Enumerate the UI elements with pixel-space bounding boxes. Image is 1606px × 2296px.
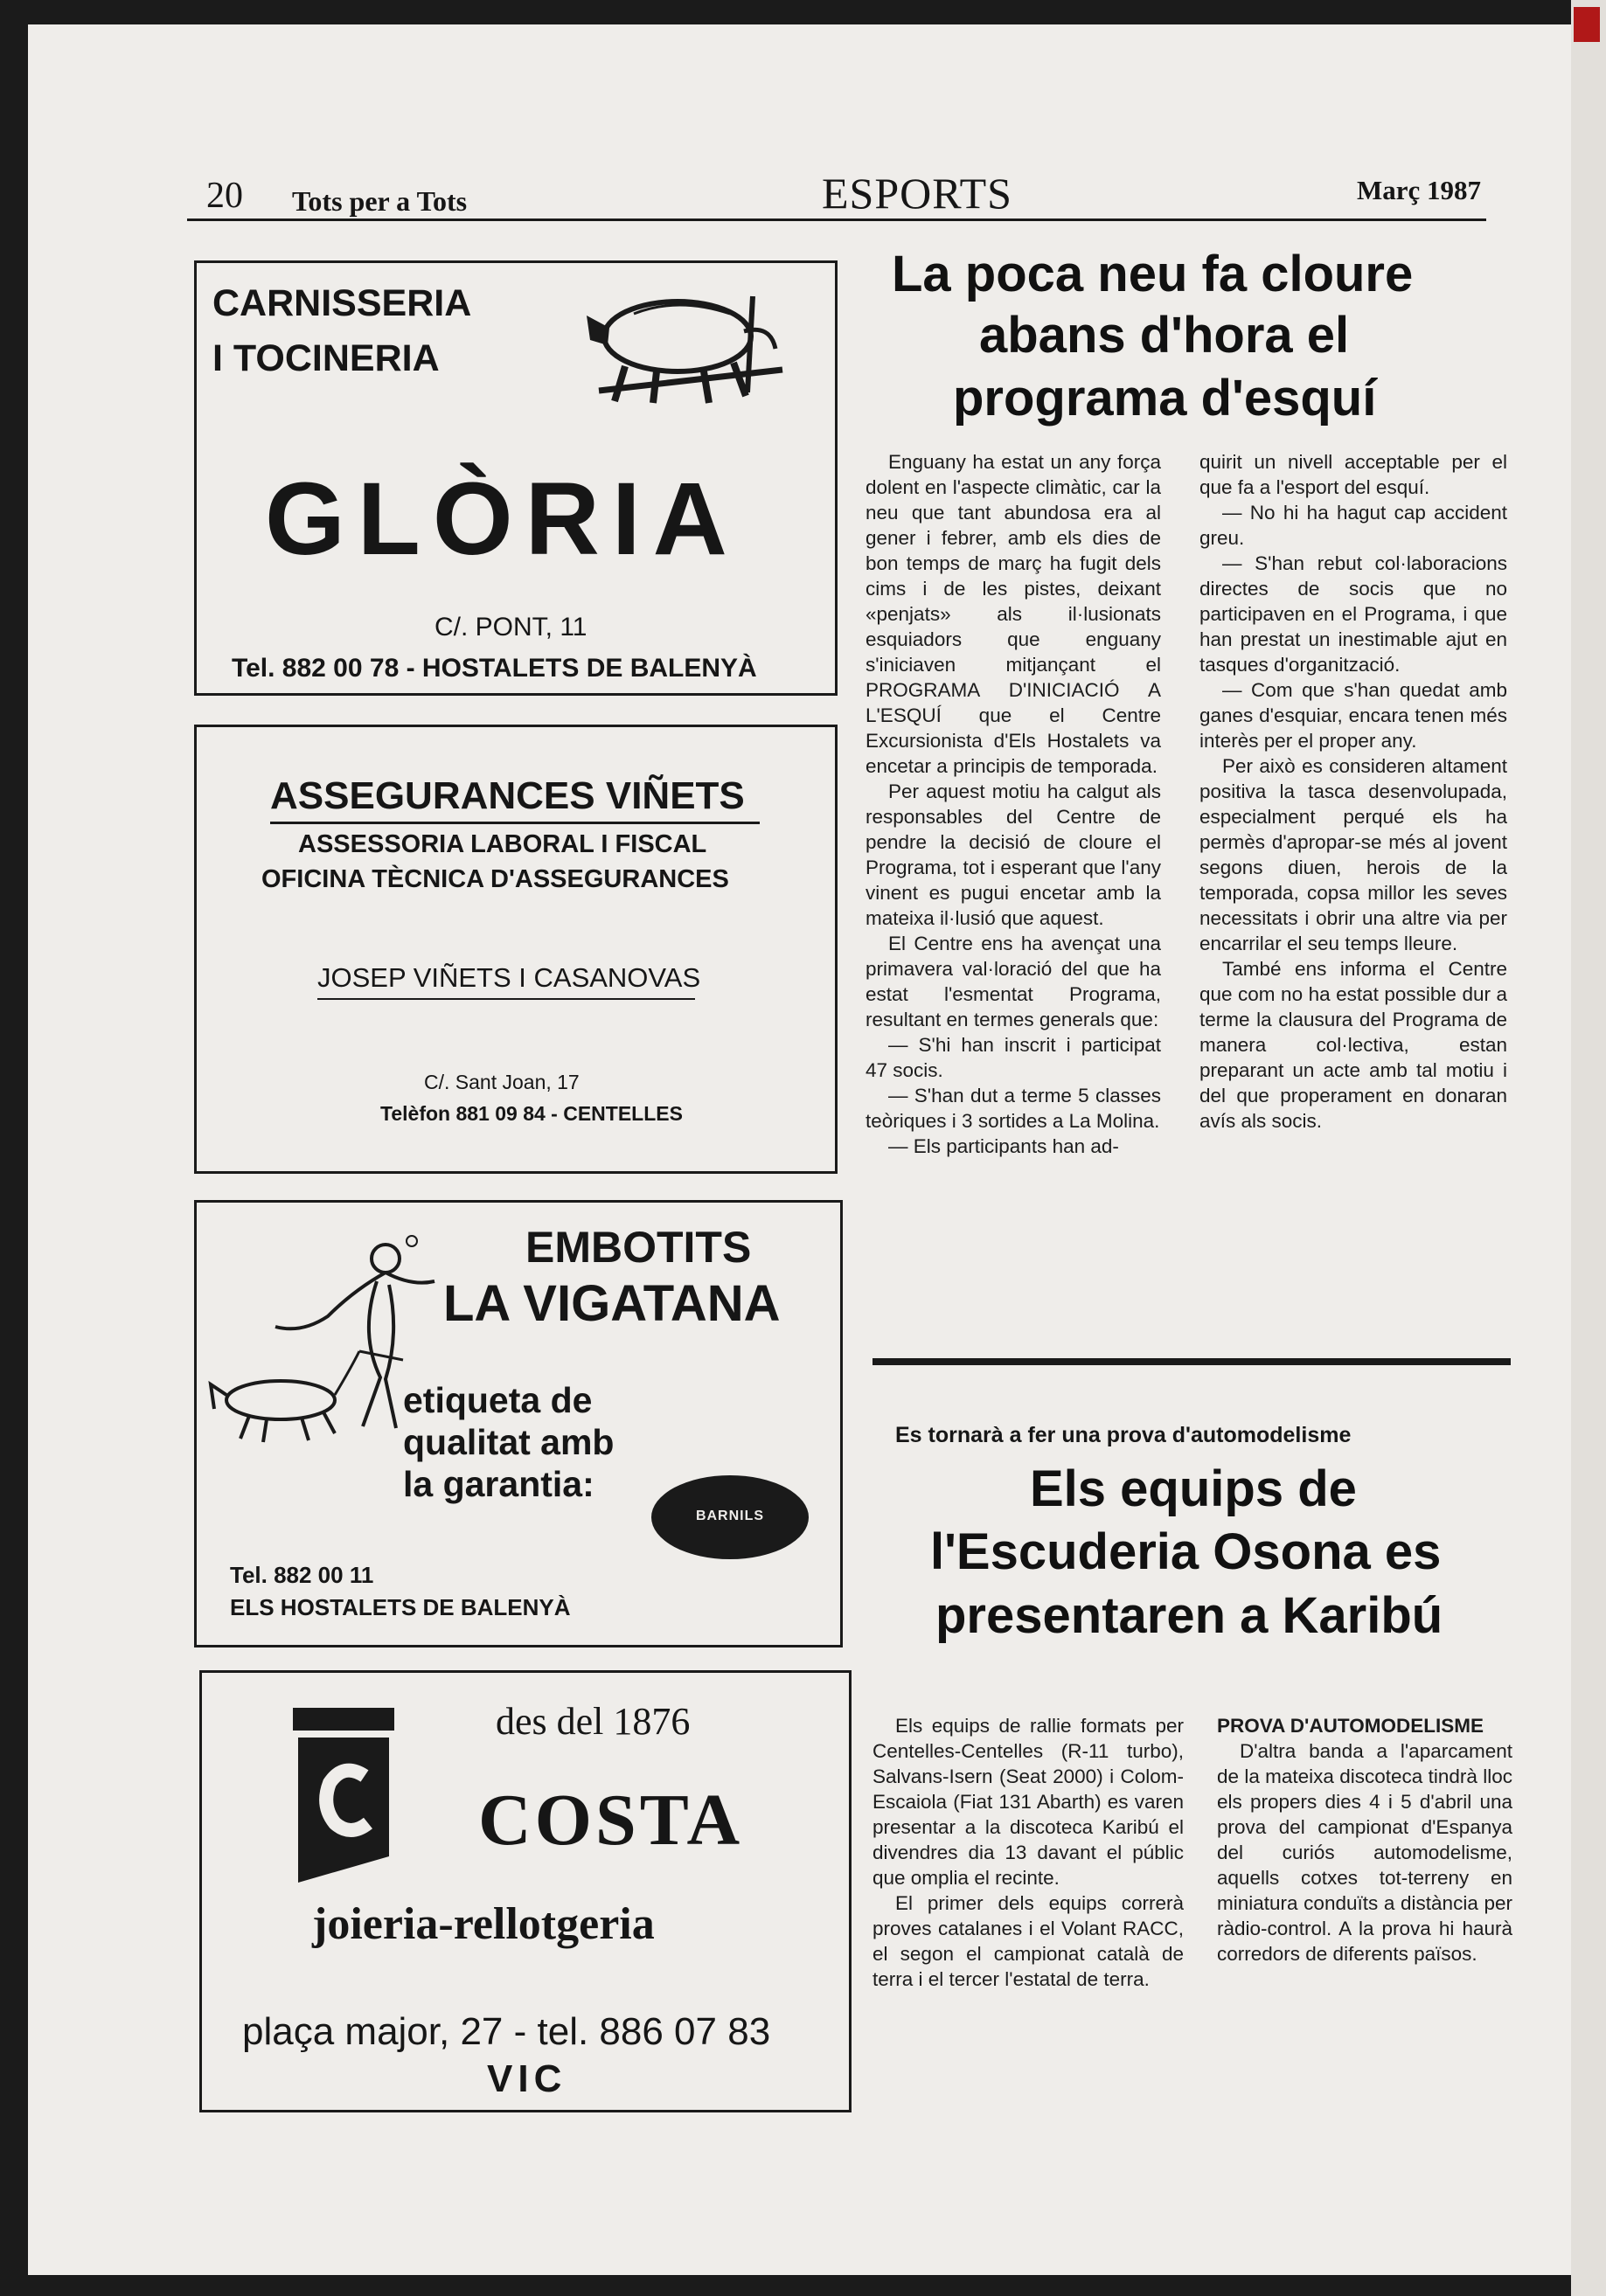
page-number: 20: [206, 176, 243, 216]
ad-address: C/. PONT, 11: [435, 613, 587, 642]
ad-telephone: Tel. 882 00 78 - HOSTALETS DE BALENYÀ: [232, 654, 757, 683]
ad-service: OFICINA TÈCNICA D'ASSEGURANCES: [261, 865, 729, 893]
paragraph: Per aquest motiu ha calgut als responsables del Centre de pendre la decisió de cloure el Programa, tot i esperant que l'any vinent es pugui encetar amb la mateixa il·lusió que aquest.: [866, 780, 1161, 929]
article-headline-line: programa d'esquí: [953, 370, 1377, 427]
publication-name: Tots per a Tots: [292, 185, 468, 217]
ad-person: JOSEP VIÑETS I CASANOVAS: [317, 962, 701, 993]
ad-embotits-la-vigatana: [194, 1200, 843, 1647]
ad-address: plaça major, 27 - tel. 886 07 83: [242, 2010, 771, 2053]
paragraph: D'altra banda a l'aparcament de la mateixa discoteca tindrà lloc els propers dies 4 i 5 d'abril una prova del campionat d'Espanya del curiós automodelisme, aquells cotxes tot-terreny en miniatura conduïts a distància per ràdio-control. A la prova hi haurà corredors de diferents països.: [1217, 1740, 1512, 1965]
ad-trade: joieria-rellotgeria: [312, 1899, 655, 1949]
paragraph: — S'han dut a terme 5 classes teòriques i 3 sortides a La Molina.: [866, 1085, 1161, 1132]
ad-brand-name: LA VIGATANA: [443, 1275, 781, 1332]
paragraph: El primer dels equips correrà proves catalanes i el Volant RACC, el segon el campionat català de terra i el tercer l'estatal de terra.: [873, 1892, 1184, 1990]
article-column: [873, 1713, 1184, 1992]
article-column: [866, 449, 1161, 1159]
paragraph: — S'hi han inscrit i participat 47 socis.: [866, 1034, 1161, 1081]
paragraph: — S'han rebut col·laboracions directes de socis que no participaven en el Programa, i que han prestat un inestimable ajut en tasques d'organització.: [1199, 552, 1507, 676]
paragraph: Els equips de rallie formats per Centelles-Centelles (R-11 turbo), Salvans-Isern (Seat 2000) i Colom-Escaiola (Fiat 131 Abarth) es varen presentar a la discoteca Karibú el divendres dia 13 davant el públic que omplia el recinte.: [873, 1715, 1184, 1889]
paragraph: El Centre ens ha avençat una primavera val·loració del que ha estat l'esmentat Programa, resultant en termes generals que:: [866, 933, 1161, 1030]
article-kicker: Es tornarà a fer una prova d'automodelisme: [895, 1423, 1352, 1447]
costa-c-logo: [293, 1708, 398, 1883]
ad-town: ELS HOSTALETS DE BALENYÀ: [230, 1594, 571, 1620]
ad-brand-name: GLÒRIA: [265, 461, 740, 577]
article-headline-line: presentaren a Karibú: [935, 1587, 1443, 1644]
pig-illustration: [573, 279, 791, 410]
article-subhead: PROVA D'AUTOMODELISME: [1217, 1715, 1484, 1737]
ad-line: CARNISSERIA: [212, 282, 472, 324]
ad-costa-joieria: [199, 1670, 852, 2112]
page-gutter: [1571, 0, 1606, 2296]
ad-slogan: la garantia:: [403, 1464, 594, 1504]
article-headline-line: Els equips de: [1030, 1460, 1357, 1517]
paragraph: Enguany ha estat un any força dolent en l'aspecte climàtic, car la neu que tant abundosa era al gener i febrer, amb els dies de bon temps de març ha fugit dels cims i de les pistes, deixant «penjats» als il·lusionats esquiadors que enguany s'iniciaven mitjançant el PROGRAMA D'INICIACIÓ A L'ESQUÍ que el Centre Excursionista d'Els Hostalets va encetar a principis de temporada.: [866, 451, 1161, 777]
article-headline-line: La poca neu fa cloure: [892, 246, 1414, 302]
ad-line: EMBOTITS: [525, 1223, 752, 1272]
section-title: ESPORTS: [822, 169, 1012, 218]
ad-assegurances-vinets: [194, 725, 838, 1174]
paragraph: — Els participants han ad-: [888, 1135, 1119, 1157]
ad-slogan: qualitat amb: [403, 1422, 615, 1462]
paragraph: quirit un nivell acceptable per el que fa a l'esport del esquí.: [1199, 451, 1507, 498]
ad-brand-name: ASSEGURANCES VIÑETS: [270, 774, 745, 817]
red-tab-marker: [1574, 7, 1600, 42]
article-column: [1217, 1713, 1512, 1967]
ad-telephone: Tel. 882 00 11: [230, 1562, 374, 1588]
article-headline-line: l'Escuderia Osona es: [930, 1523, 1442, 1580]
ad-founded: des del 1876: [496, 1700, 691, 1743]
ad-brand-name: COSTA: [478, 1779, 744, 1861]
ad-telephone: Telèfon 881 09 84 - CENTELLES: [380, 1102, 683, 1125]
paragraph: — No hi ha hagut cap accident greu.: [1199, 502, 1507, 549]
paragraph: També ens informa el Centre que com no ha estat possible dur a terme la clausura del Programa de manera col·lectiva, estan preparant un acte amb tal motiu i del que properament en donaran avís als socis.: [1199, 958, 1507, 1132]
article-headline-line: abans d'hora el: [979, 307, 1350, 364]
ad-carnisseria-gloria: [194, 260, 838, 696]
article-column: [1199, 449, 1507, 1134]
person-underline: [317, 998, 695, 1000]
paragraph: Per això es consideren altament positiva la tasca desenvolupada, especialment perqué els ha permès d'apropar-se més al jovent segons diuen, herois de la temporada, copsa millor les seves necessitats i obrir una altre via per encarrilar el seu temps lleure.: [1199, 755, 1507, 954]
ad-city: VIC: [487, 2057, 567, 2100]
barnils-logo-text: BARNILS: [695, 1509, 765, 1523]
name-underline: [270, 822, 760, 824]
barnils-logo: [651, 1475, 809, 1559]
ad-slogan: etiqueta de: [403, 1380, 593, 1420]
issue-date: Març 1987: [1357, 175, 1482, 205]
ad-line: I TOCINERIA: [212, 337, 440, 379]
paragraph: — Com que s'han quedat amb ganes d'esquiar, encara tenen més interès per el proper any.: [1199, 679, 1507, 752]
ad-service: ASSESSORIA LABORAL I FISCAL: [298, 830, 707, 858]
article-divider: [873, 1358, 1511, 1365]
header-rule: [187, 219, 1486, 221]
ad-address: C/. Sant Joan, 17: [424, 1071, 580, 1093]
